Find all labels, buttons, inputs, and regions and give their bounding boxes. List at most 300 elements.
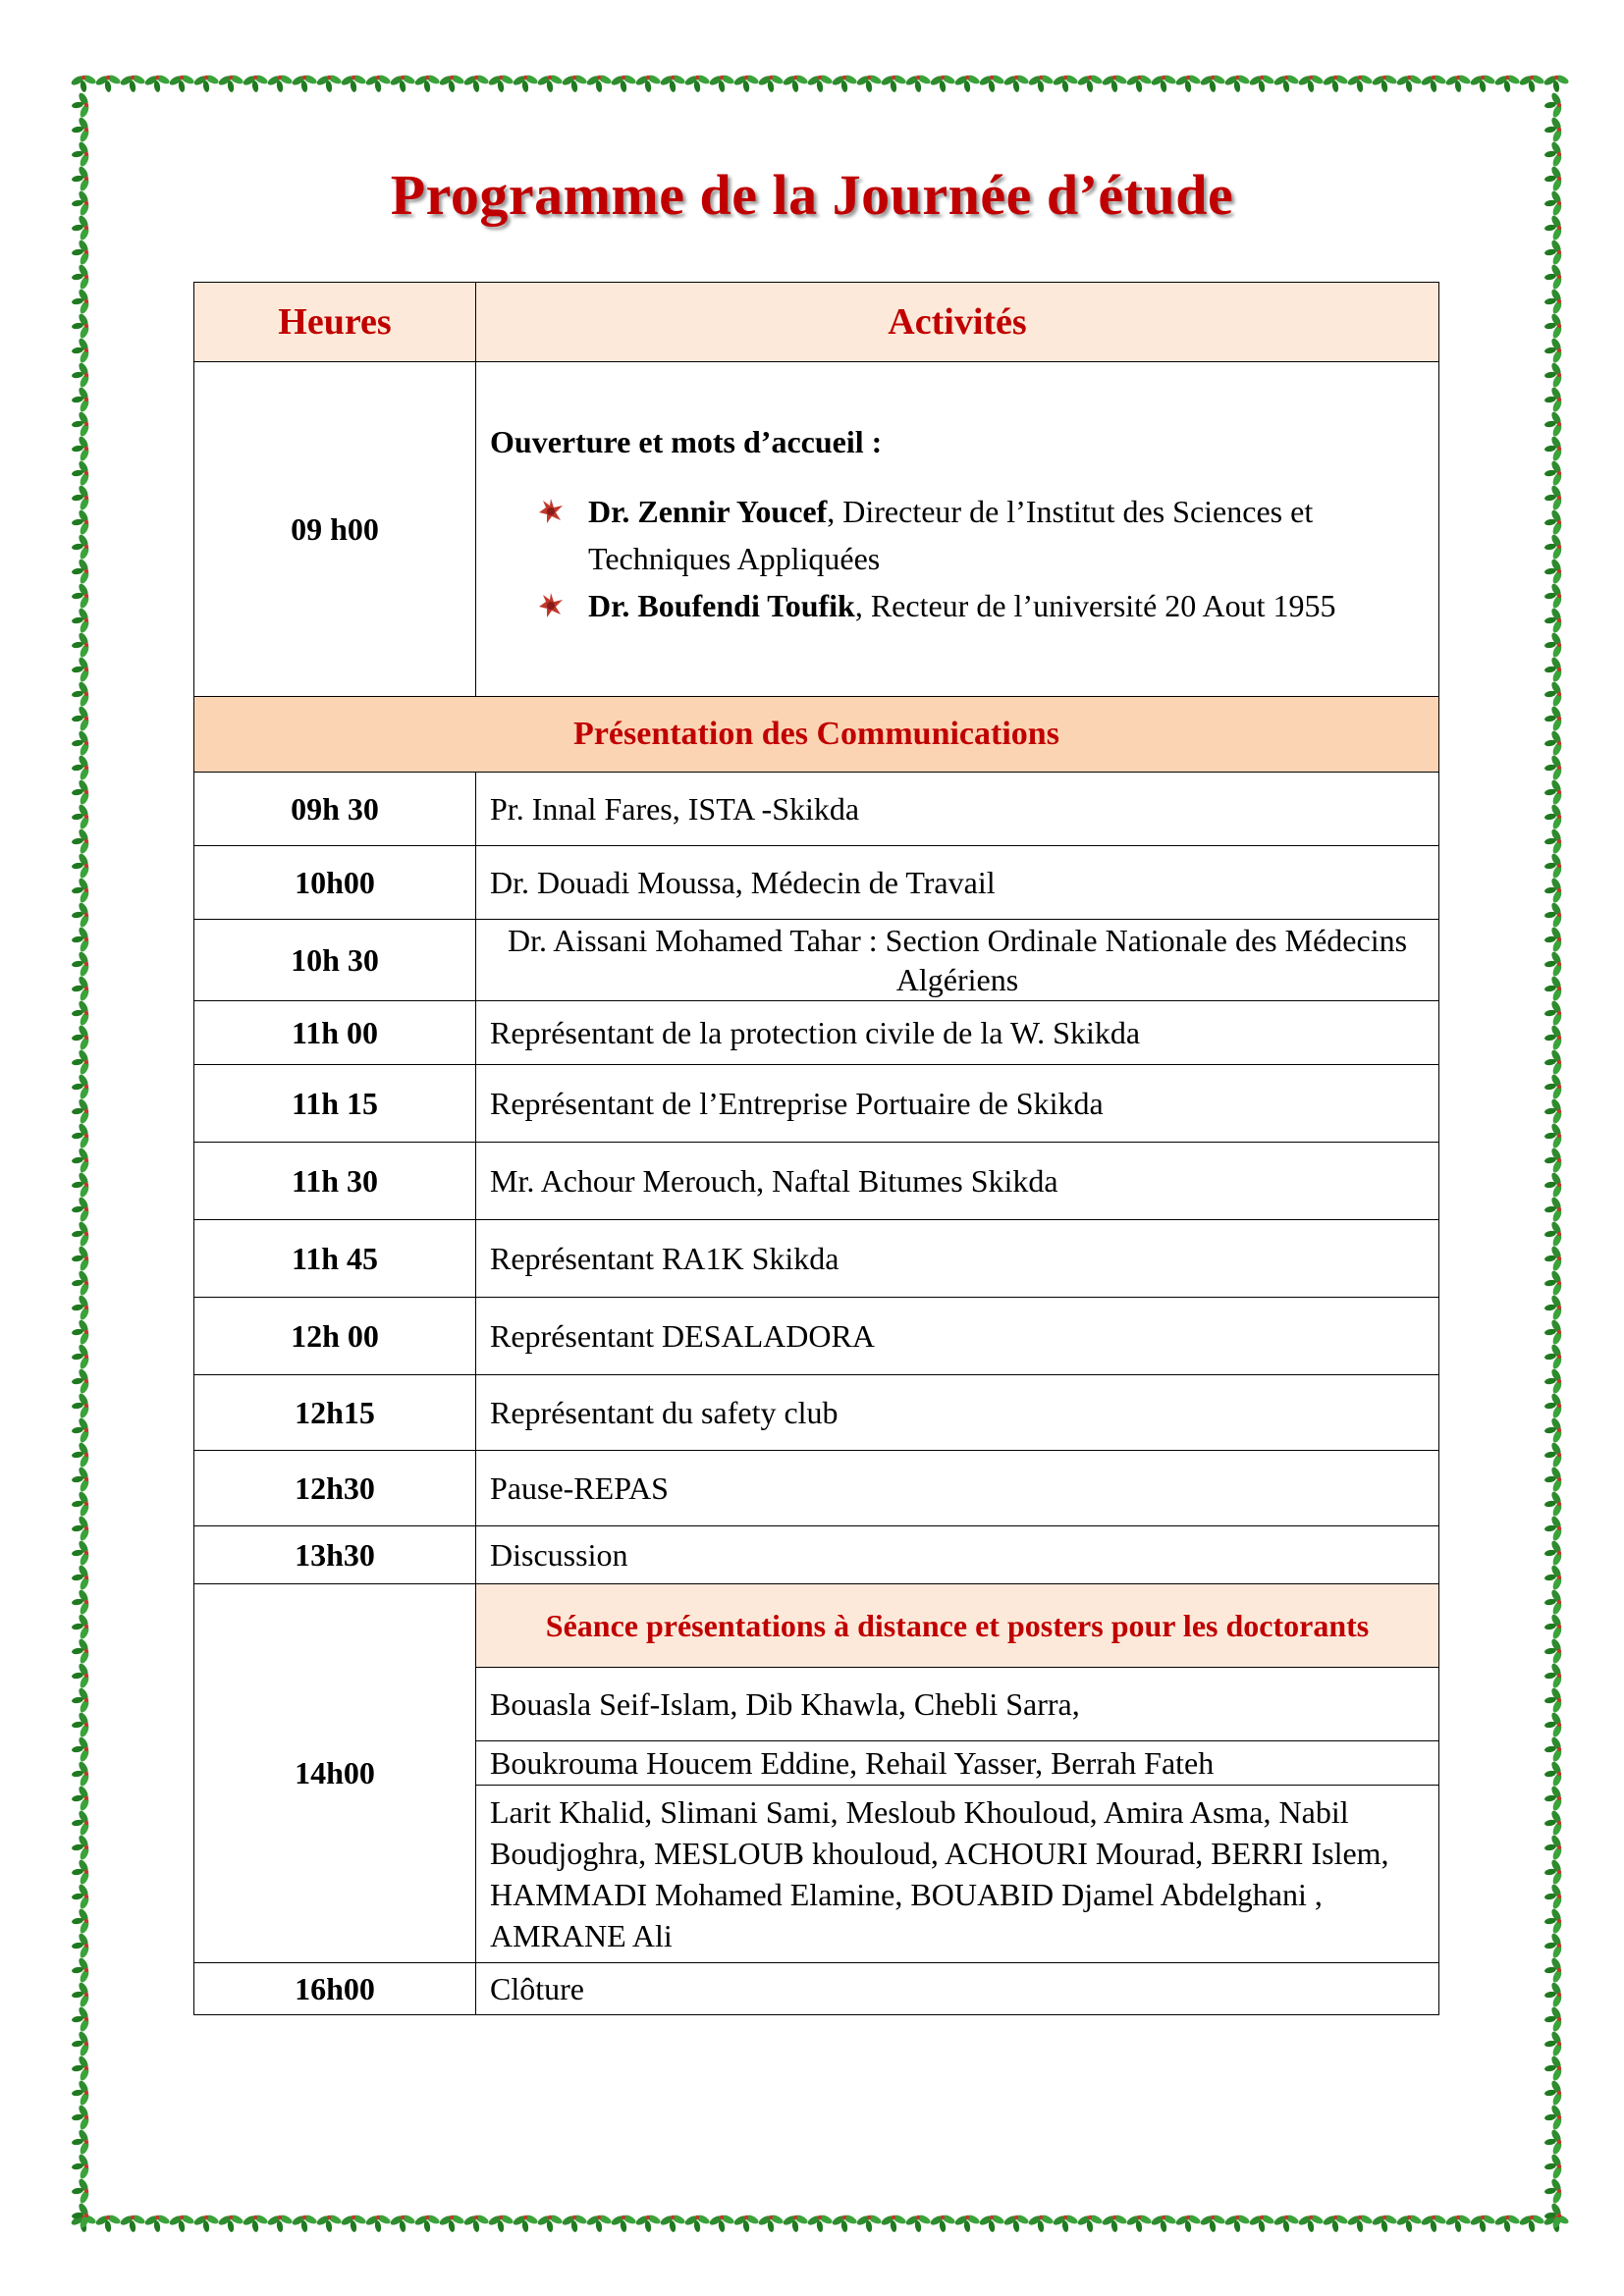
holly-leaf-icon [72, 2079, 91, 2107]
holly-leaf-icon [72, 926, 91, 953]
holly-leaf-icon [1101, 2214, 1128, 2233]
remote-time: 14h00 [194, 1584, 476, 1963]
holly-leaf-icon [1544, 361, 1564, 389]
holly-leaf-icon [683, 2214, 711, 2233]
holly-leaf-icon [72, 1662, 91, 1689]
holly-leaf-icon [72, 2153, 91, 2180]
row-time: 13h30 [194, 1526, 476, 1584]
holly-leaf-icon [72, 607, 91, 634]
holly-leaf-icon [72, 1809, 91, 1837]
holly-leaf-icon [1544, 1735, 1564, 1763]
holly-leaf-icon [119, 74, 146, 93]
holly-leaf-icon [72, 410, 91, 438]
holly-leaf-icon [168, 2214, 195, 2233]
holly-leaf-icon [1544, 2128, 1564, 2156]
row-activity: Dr. Aissani Mohamed Tahar : Section Ordinale Nationale des Médecins Algériens [476, 920, 1439, 1001]
holly-leaf-icon [72, 901, 91, 929]
holly-leaf-icon [1395, 2214, 1423, 2233]
holly-leaf-icon [1544, 2202, 1564, 2229]
holly-leaf-icon [1544, 2153, 1564, 2180]
holly-leaf-icon [1150, 74, 1177, 93]
holly-leaf-icon [1544, 1760, 1564, 1788]
holly-leaf-icon [1027, 74, 1055, 93]
holly-leaf-icon [72, 1196, 91, 1223]
holly-leaf-icon [1544, 410, 1564, 438]
holly-leaf-icon [1544, 1318, 1564, 1346]
table-row [194, 1065, 1439, 1143]
holly-leaf-icon [72, 680, 91, 708]
holly-leaf-icon [1076, 2214, 1104, 2233]
opening-cell [476, 362, 1439, 697]
table-row [194, 1143, 1439, 1220]
holly-leaf-icon [806, 74, 834, 93]
holly-leaf-icon [904, 74, 932, 93]
holly-leaf-icon [217, 74, 244, 93]
holly-leaf-icon [72, 1048, 91, 1076]
holly-leaf-icon [462, 2214, 490, 2233]
holly-leaf-icon [1199, 74, 1226, 93]
holly-leaf-icon [242, 2214, 269, 2233]
holly-leaf-icon [72, 852, 91, 880]
holly-leaf-icon [1544, 2055, 1564, 2082]
holly-leaf-icon [72, 1294, 91, 1321]
holly-leaf-icon [708, 2214, 735, 2233]
holly-leaf-icon [72, 533, 91, 561]
row-time: 11h 30 [194, 1143, 476, 1220]
holly-leaf-icon [413, 74, 441, 93]
row-activity: Discussion [476, 1526, 1439, 1584]
holly-leaf-icon [72, 1858, 91, 1886]
holly-leaf-icon [1544, 1220, 1564, 1248]
holly-leaf-icon [1544, 1466, 1564, 1493]
holly-leaf-icon [266, 2214, 294, 2233]
holly-leaf-icon [72, 1318, 91, 1346]
holly-leaf-icon [1297, 74, 1325, 93]
holly-leaf-icon [72, 950, 91, 978]
holly-leaf-icon [610, 2214, 637, 2233]
holly-leaf-icon [72, 999, 91, 1027]
holly-leaf-icon [315, 2214, 343, 2233]
holly-leaf-icon [585, 2214, 613, 2233]
holly-leaf-icon [72, 754, 91, 781]
holly-leaf-icon [1544, 1637, 1564, 1665]
speaker-item [490, 582, 1425, 629]
holly-leaf-icon [1544, 1245, 1564, 1272]
holly-leaf-icon [732, 74, 760, 93]
holly-leaf-icon [1544, 1907, 1564, 1935]
holly-leaf-icon [242, 74, 269, 93]
holly-leaf-icon [1346, 2214, 1374, 2233]
holly-leaf-icon [1493, 74, 1521, 93]
table-row [194, 1526, 1439, 1584]
holly-leaf-icon [1544, 631, 1564, 659]
holly-leaf-icon [389, 74, 416, 93]
holly-leaf-icon [72, 1883, 91, 1910]
holly-leaf-icon [561, 2214, 588, 2233]
holly-leaf-icon [1223, 74, 1251, 93]
holly-leaf-icon [683, 74, 711, 93]
holly-leaf-icon [192, 2214, 220, 2233]
row-activity: Mr. Achour Merouch, Naftal Bitumes Skikda [476, 1143, 1439, 1220]
holly-leaf-icon [1076, 74, 1104, 93]
holly-leaf-icon [1544, 1147, 1564, 1174]
holly-leaf-icon [1346, 74, 1374, 93]
holly-leaf-icon [1544, 1367, 1564, 1395]
holly-leaf-icon [1544, 1981, 1564, 2008]
holly-leaf-icon [1518, 74, 1545, 93]
holly-leaf-icon [512, 74, 539, 93]
holly-leaf-icon [143, 74, 171, 93]
row-time: 09h 30 [194, 773, 476, 846]
holly-leaf-icon [1544, 116, 1564, 143]
holly-leaf-icon [1544, 1932, 1564, 1959]
holly-leaf-icon [462, 74, 490, 93]
holly-leaf-icon [757, 74, 785, 93]
holly-leaf-icon [1544, 680, 1564, 708]
holly-leaf-icon [72, 1613, 91, 1640]
holly-leaf-icon [72, 1588, 91, 1616]
holly-leaf-icon [1544, 1097, 1564, 1125]
holly-leaf-icon [1174, 2214, 1202, 2233]
holly-leaf-icon [634, 74, 662, 93]
holly-leaf-icon [536, 2214, 564, 2233]
holly-leaf-icon [1002, 74, 1030, 93]
holly-leaf-icon [1322, 74, 1349, 93]
holly-leaf-icon [72, 435, 91, 462]
holly-leaf-icon [143, 2214, 171, 2233]
section-title: Présentation des Communications [194, 697, 1439, 773]
holly-leaf-icon [732, 2214, 760, 2233]
holly-leaf-icon [1544, 1613, 1564, 1640]
holly-leaf-icon [72, 386, 91, 413]
row-activity: Dr. Douadi Moussa, Médecin de Travail [476, 846, 1439, 920]
holly-leaf-icon [1544, 1711, 1564, 1738]
holly-leaf-icon [1002, 2214, 1030, 2233]
holly-leaf-icon [831, 74, 858, 93]
holly-leaf-icon [72, 1269, 91, 1297]
holly-leaf-icon [72, 1466, 91, 1493]
holly-leaf-icon [72, 1956, 91, 1984]
remote-group: Bouasla Seif-Islam, Dib Khawla, Chebli Sarra, [476, 1668, 1439, 1741]
holly-leaf-icon [1544, 337, 1564, 364]
holly-leaf-icon [72, 337, 91, 364]
holly-leaf-icon [1544, 1662, 1564, 1689]
holly-leaf-icon [72, 656, 91, 683]
holly-leaf-icon [1544, 803, 1564, 830]
holly-leaf-icon [72, 828, 91, 855]
holly-leaf-icon [72, 877, 91, 904]
holly-leaf-icon [72, 459, 91, 487]
holly-leaf-icon [659, 2214, 686, 2233]
holly-leaf-icon [72, 582, 91, 610]
row-activity: Pause-REPAS [476, 1451, 1439, 1526]
holly-leaf-icon [1544, 1956, 1564, 1984]
holly-leaf-icon [1420, 2214, 1447, 2233]
row-time: 11h 15 [194, 1065, 476, 1143]
holly-leaf-icon [953, 74, 981, 93]
holly-leaf-icon [585, 74, 613, 93]
holly-leaf-icon [1174, 74, 1202, 93]
program-table [193, 282, 1439, 2015]
speaker-item [490, 488, 1425, 582]
holly-leaf-icon [831, 2214, 858, 2233]
holly-leaf-icon [1125, 74, 1153, 93]
holly-leaf-icon [561, 74, 588, 93]
opening-title: Ouverture et mots d’accueil : [490, 423, 883, 459]
bullet-star-icon [537, 498, 565, 525]
holly-leaf-icon [1125, 2214, 1153, 2233]
holly-leaf-icon [1544, 1196, 1564, 1223]
row-activity: Représentant de l’Entreprise Portuaire de Skikda [476, 1065, 1439, 1143]
holly-leaf-icon [1469, 74, 1496, 93]
holly-leaf-icon [1544, 484, 1564, 511]
holly-leaf-icon [1544, 1269, 1564, 1297]
table-row [194, 1451, 1439, 1526]
holly-leaf-icon [72, 1637, 91, 1665]
holly-leaf-icon [438, 74, 465, 93]
section-row [194, 697, 1439, 773]
holly-leaf-icon [72, 1416, 91, 1444]
holly-leaf-icon [1544, 877, 1564, 904]
holly-leaf-icon [72, 1245, 91, 1272]
holly-leaf-icon [1544, 1392, 1564, 1419]
holly-leaf-icon [94, 2214, 122, 2233]
holly-leaf-icon [1544, 312, 1564, 340]
holly-leaf-icon [1544, 2079, 1564, 2107]
holly-leaf-icon [72, 803, 91, 830]
holly-leaf-icon [72, 263, 91, 291]
holly-leaf-icon [1544, 828, 1564, 855]
holly-leaf-icon [72, 2005, 91, 2033]
holly-leaf-icon [1544, 926, 1564, 953]
holly-leaf-icon [512, 2214, 539, 2233]
holly-leaf-icon [72, 729, 91, 757]
header-activity: Activités [476, 283, 1439, 362]
row-time: 12h15 [194, 1375, 476, 1451]
holly-leaf-icon [119, 2214, 146, 2233]
row-time: 10h 30 [194, 920, 476, 1001]
holly-leaf-icon [782, 74, 809, 93]
holly-leaf-icon [806, 2214, 834, 2233]
holly-leaf-icon [1544, 607, 1564, 634]
holly-leaf-icon [1150, 2214, 1177, 2233]
table-row [194, 1001, 1439, 1065]
holly-leaf-icon [72, 116, 91, 143]
holly-leaf-icon [72, 778, 91, 806]
row-time: 12h30 [194, 1451, 476, 1526]
row-time: 10h00 [194, 846, 476, 920]
holly-leaf-icon [217, 2214, 244, 2233]
holly-leaf-icon [1395, 74, 1423, 93]
holly-leaf-icon [1544, 1858, 1564, 1886]
holly-leaf-icon [1544, 1490, 1564, 1518]
holly-leaf-icon [1027, 2214, 1055, 2233]
holly-leaf-icon [72, 1735, 91, 1763]
remote-group: Larit Khalid, Slimani Sami, Mesloub Khouloud, Amira Asma, Nabil Boudjoghra, MESLOUB khouloud, ACHOURI Mourad, BERRI Islem, HAMMADI Mohamed Elamine, BOUABID Djamel Abdelghani , AMRANE Ali [476, 1786, 1439, 1963]
holly-leaf-icon [1544, 91, 1564, 119]
holly-leaf-icon [72, 1834, 91, 1861]
holly-leaf-icon [1544, 558, 1564, 585]
holly-leaf-icon [1544, 729, 1564, 757]
holly-leaf-icon [929, 2214, 956, 2233]
holly-leaf-icon [72, 1981, 91, 2008]
holly-leaf-icon [72, 1024, 91, 1051]
holly-leaf-icon [1544, 1171, 1564, 1199]
holly-leaf-icon [1544, 288, 1564, 315]
holly-leaf-icon [1543, 74, 1570, 93]
remote-session-row [194, 1584, 1439, 1668]
holly-leaf-icon [413, 2214, 441, 2233]
holly-leaf-icon [1544, 1588, 1564, 1616]
holly-leaf-icon [72, 2104, 91, 2131]
row-activity: Représentant DESALADORA [476, 1298, 1439, 1375]
row-activity: Représentant du safety club [476, 1375, 1439, 1451]
holly-leaf-icon [72, 1343, 91, 1370]
speaker-role: , Directeur de l’Institut des Sciences et Techniques Appliquées [588, 493, 1314, 576]
holly-leaf-icon [72, 1490, 91, 1518]
holly-leaf-icon [536, 74, 564, 93]
holly-leaf-icon [192, 74, 220, 93]
speaker-name: Dr. Boufendi Toufik [588, 587, 855, 623]
holly-leaf-icon [72, 1539, 91, 1567]
holly-leaf-icon [72, 1441, 91, 1468]
holly-leaf-icon [1493, 2214, 1521, 2233]
holly-leaf-icon [1544, 999, 1564, 1027]
holly-leaf-icon [340, 2214, 367, 2233]
holly-leaf-icon [72, 239, 91, 266]
holly-leaf-icon [1544, 1883, 1564, 1910]
holly-leaf-icon [72, 91, 91, 119]
holly-leaf-icon [168, 74, 195, 93]
holly-leaf-icon [855, 74, 883, 93]
holly-leaf-icon [1544, 263, 1564, 291]
holly-leaf-icon [1444, 2214, 1472, 2233]
holly-leaf-icon [1371, 74, 1398, 93]
holly-leaf-icon [72, 361, 91, 389]
speaker-name: Dr. Zennir Youcef [588, 493, 828, 529]
holly-leaf-icon [904, 2214, 932, 2233]
table-row [194, 773, 1439, 846]
holly-leaf-icon [978, 2214, 1005, 2233]
holly-leaf-icon [266, 74, 294, 93]
holly-leaf-icon [782, 2214, 809, 2233]
holly-leaf-icon [1544, 2030, 1564, 2057]
holly-leaf-icon [1544, 1809, 1564, 1837]
holly-leaf-icon [389, 2214, 416, 2233]
holly-leaf-icon [880, 74, 907, 93]
holly-leaf-icon [364, 2214, 392, 2233]
holly-leaf-icon [72, 1515, 91, 1542]
holly-leaf-icon [1052, 74, 1079, 93]
row-activity: Pr. Innal Fares, ISTA -Skikda [476, 773, 1439, 846]
holly-leaf-icon [72, 1932, 91, 1959]
holly-leaf-icon [1322, 2214, 1349, 2233]
holly-leaf-icon [1544, 1048, 1564, 1076]
holly-leaf-icon [953, 2214, 981, 2233]
holly-leaf-icon [1272, 2214, 1300, 2233]
holly-leaf-icon [1544, 435, 1564, 462]
holly-leaf-icon [72, 1122, 91, 1149]
holly-leaf-icon [1544, 1441, 1564, 1468]
holly-leaf-icon [1052, 2214, 1079, 2233]
holly-leaf-icon [1544, 778, 1564, 806]
bullet-star-icon [537, 592, 565, 619]
holly-leaf-icon [1544, 1564, 1564, 1591]
holly-leaf-icon [72, 1073, 91, 1100]
page-title: Programme de la Journée d’étude [390, 163, 1234, 227]
holly-leaf-icon [1544, 1122, 1564, 1149]
holly-leaf-icon [1297, 2214, 1325, 2233]
table-row [194, 920, 1439, 1001]
holly-leaf-icon [1544, 386, 1564, 413]
table-row [194, 1963, 1439, 2015]
holly-leaf-icon [315, 74, 343, 93]
opening-time: 09 h00 [194, 362, 476, 697]
holly-leaf-icon [1544, 533, 1564, 561]
holly-leaf-icon [72, 1171, 91, 1199]
holly-leaf-icon [70, 74, 97, 93]
holly-leaf-icon [1272, 74, 1300, 93]
holly-leaf-icon [1371, 2214, 1398, 2233]
holly-leaf-icon [1544, 852, 1564, 880]
holly-leaf-icon [1544, 901, 1564, 929]
remote-group: Boukrouma Houcem Eddine, Rehail Yasser, Berrah Fateh [476, 1741, 1439, 1786]
table-row [194, 1375, 1439, 1451]
holly-leaf-icon [72, 2177, 91, 2205]
holly-leaf-icon [1544, 950, 1564, 978]
holly-leaf-icon [72, 558, 91, 585]
holly-leaf-icon [659, 74, 686, 93]
holly-leaf-icon [72, 1220, 91, 1248]
holly-leaf-icon [1469, 2214, 1496, 2233]
holly-leaf-icon [72, 1367, 91, 1395]
holly-leaf-icon [1223, 2214, 1251, 2233]
holly-leaf-icon [978, 74, 1005, 93]
holly-leaf-icon [757, 2214, 785, 2233]
holly-leaf-icon [72, 975, 91, 1002]
holly-leaf-icon [1544, 1539, 1564, 1567]
holly-leaf-icon [1420, 74, 1447, 93]
holly-leaf-icon [929, 74, 956, 93]
holly-leaf-icon [1544, 656, 1564, 683]
holly-leaf-icon [72, 1392, 91, 1419]
holly-leaf-icon [1544, 1343, 1564, 1370]
holly-leaf-icon [72, 312, 91, 340]
row-time: 12h 00 [194, 1298, 476, 1375]
holly-leaf-icon [1544, 705, 1564, 732]
holly-leaf-icon [364, 74, 392, 93]
table-row [194, 1220, 1439, 1298]
holly-leaf-icon [72, 1907, 91, 1935]
holly-leaf-icon [340, 74, 367, 93]
holly-leaf-icon [1544, 975, 1564, 1002]
holly-leaf-icon [487, 74, 514, 93]
holly-leaf-icon [1544, 1686, 1564, 1714]
holly-leaf-icon [291, 74, 318, 93]
holly-leaf-icon [1544, 2104, 1564, 2131]
holly-leaf-icon [291, 2214, 318, 2233]
row-activity: Représentant RA1K Skikda [476, 1220, 1439, 1298]
holly-leaf-icon [1544, 1073, 1564, 1100]
holly-leaf-icon [72, 2055, 91, 2082]
holly-leaf-icon [72, 288, 91, 315]
holly-leaf-icon [72, 2202, 91, 2229]
holly-leaf-icon [1199, 2214, 1226, 2233]
row-time: 11h 45 [194, 1220, 476, 1298]
holly-leaf-icon [634, 2214, 662, 2233]
holly-leaf-icon [72, 631, 91, 659]
table-row [194, 1298, 1439, 1375]
